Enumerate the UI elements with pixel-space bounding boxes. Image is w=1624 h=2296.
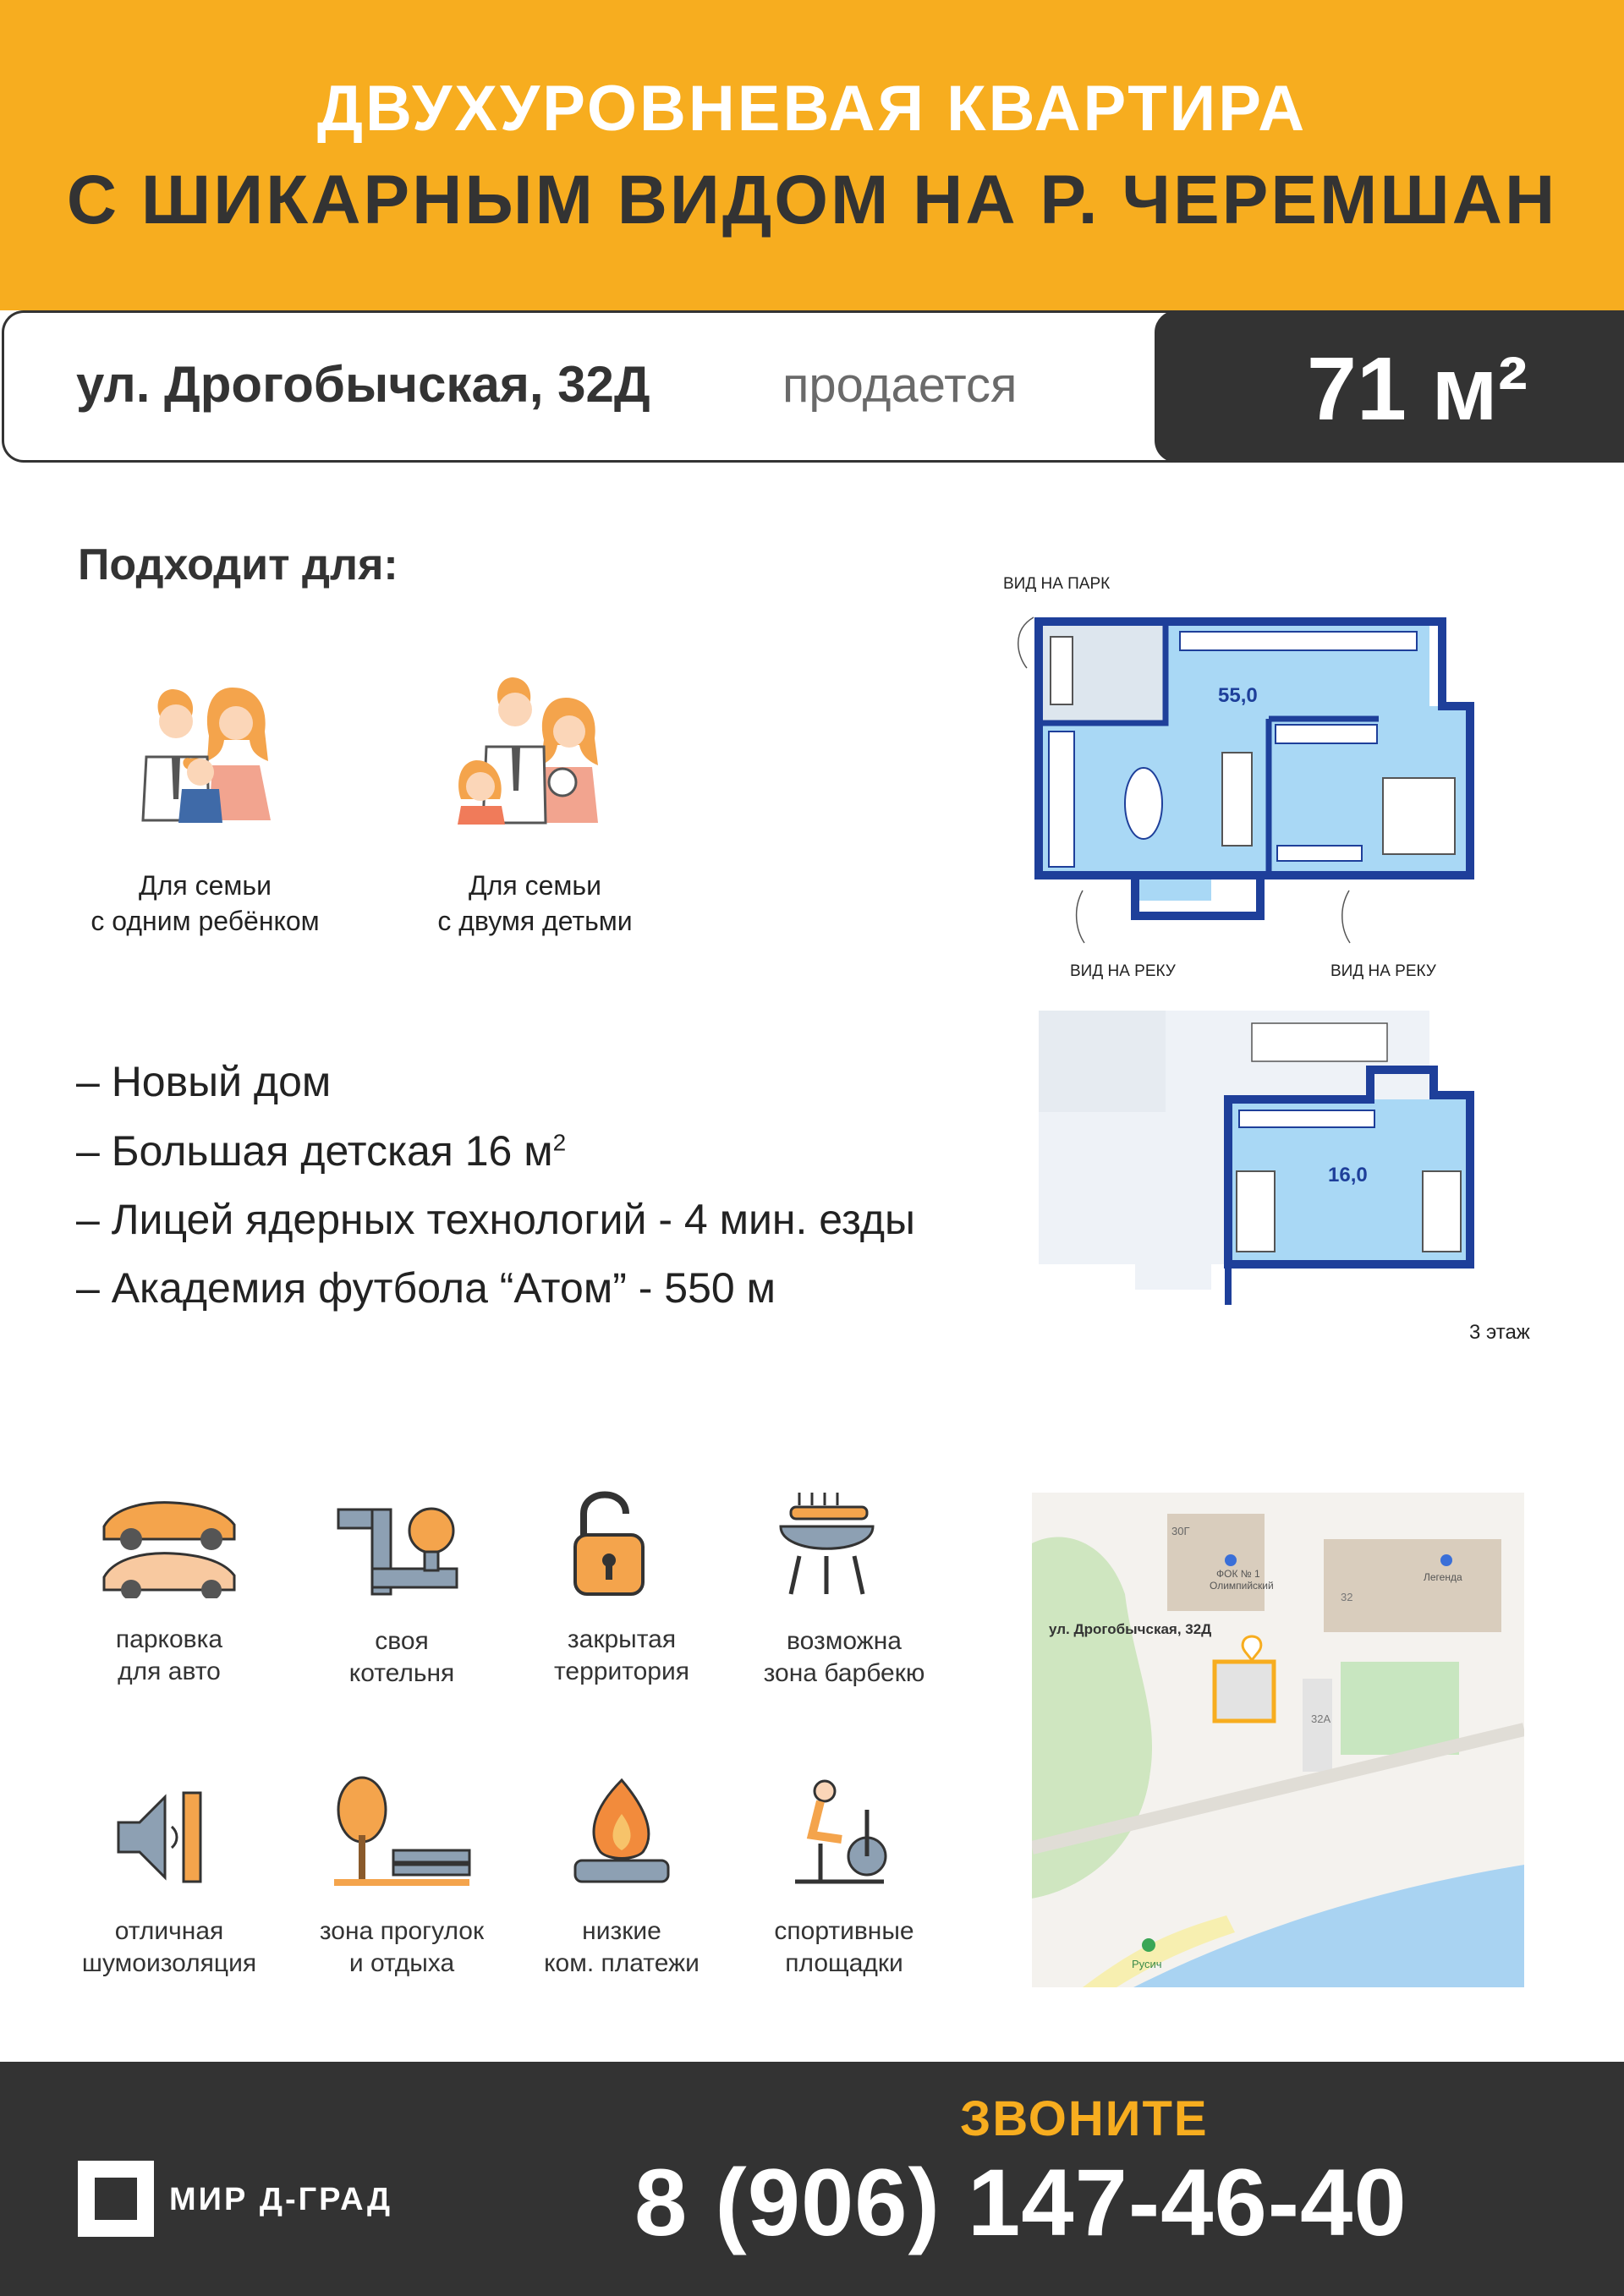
area-value: 71 м²	[1307, 339, 1528, 439]
amenity-caption-l2: ком. платежи	[544, 1949, 700, 1977]
family-two-caption	[389, 868, 681, 939]
amenity-caption	[292, 1625, 512, 1690]
map-label: 30Г	[1171, 1525, 1190, 1537]
family-one-child-icon	[131, 672, 283, 825]
padlock-icon	[567, 1488, 651, 1598]
feature-text: – Новый дом	[76, 1058, 332, 1105]
feature-sup: 2	[552, 1129, 567, 1156]
map-address-label: ул. Дрогобычская, 32Д	[1049, 1621, 1212, 1637]
family-one-caption-l1: Для семьи	[139, 870, 272, 901]
sale-status: продается	[782, 358, 1018, 413]
amenity-caption-l2: и отдыха	[348, 1949, 455, 1977]
feature-text: – Большая детская 16 м	[76, 1127, 553, 1175]
amenity-caption	[512, 1915, 732, 1980]
amenity-caption	[734, 1915, 954, 1980]
family-two-caption-l2: с двумя детьми	[437, 906, 633, 936]
feature-item	[76, 1195, 915, 1244]
feature-item	[76, 1126, 566, 1175]
amenity-caption-l1: отличная	[114, 1917, 224, 1945]
amenity-caption	[734, 1625, 954, 1690]
view-river-label-1: ВИД НА РЕКУ	[1070, 962, 1176, 980]
floor-plan-upper	[1007, 1002, 1497, 1315]
floor-label: 3 этаж	[1469, 1321, 1530, 1344]
feature-item	[76, 1263, 776, 1312]
amenity-caption-l1: парковка	[115, 1625, 223, 1653]
park-bench-icon	[330, 1776, 474, 1890]
family-one-caption	[59, 868, 351, 939]
speaker-icon	[114, 1789, 207, 1886]
amenity-caption-l2: зона барбекю	[763, 1659, 925, 1687]
amenity-caption-l1: спортивные	[774, 1917, 914, 1945]
amenity-caption-l1: закрытая	[567, 1625, 677, 1653]
map-label: ФОК № 1	[1216, 1568, 1260, 1580]
boiler-pipes-icon	[330, 1493, 474, 1603]
area-lower-label: 55,0	[1218, 684, 1258, 707]
brand-name: МИР Д-ГРАД	[169, 2182, 393, 2217]
amenity-caption-l1: возможна	[787, 1627, 902, 1655]
view-park-label: ВИД НА ПАРК	[1003, 575, 1111, 593]
header-banner	[0, 0, 1624, 310]
map-label: Олимпийский	[1210, 1580, 1274, 1592]
amenity-caption	[59, 1915, 279, 1980]
feature-text: – Академия футбола “Атом” - 550 м	[76, 1264, 776, 1312]
family-one-caption-l2: с одним ребёнком	[91, 906, 320, 936]
map-label: Русич	[1132, 1958, 1162, 1970]
cars-icon	[97, 1493, 241, 1598]
map-label: 32А	[1311, 1712, 1331, 1725]
grill-icon	[774, 1488, 880, 1598]
amenity-caption-l2: территория	[554, 1658, 689, 1685]
gas-flame-icon	[567, 1776, 677, 1890]
amenity-caption-l2: котельня	[348, 1659, 455, 1687]
amenity-caption	[512, 1624, 732, 1688]
amenity-caption-l1: своя	[375, 1627, 429, 1655]
family-two-caption-l1: Для семьи	[469, 870, 601, 901]
feature-item	[76, 1057, 331, 1106]
amenity-caption	[59, 1624, 279, 1688]
location-map	[1032, 1493, 1524, 1987]
amenity-caption-l2: площадки	[785, 1949, 903, 1977]
call-label: ЗВОНИТЕ	[960, 2091, 1209, 2146]
suitable-title: Подходит для:	[78, 540, 398, 589]
view-river-label-2: ВИД НА РЕКУ	[1330, 962, 1436, 980]
amenity-caption-l2: шумоизоляция	[81, 1949, 257, 1977]
amenity-caption	[292, 1915, 512, 1980]
headline-line2: С ШИКАРНЫМ ВИДОМ НА Р. ЧЕРЕМШАН	[66, 162, 1558, 238]
amenity-caption-l2: для авто	[118, 1658, 221, 1685]
map-label: Легенда	[1424, 1571, 1462, 1583]
floor-plan-lower	[1007, 596, 1497, 960]
map-label: 32	[1341, 1591, 1353, 1603]
phone-number[interactable]: 8 (906) 147-46-40	[634, 2150, 1407, 2255]
family-two-children-icon	[453, 672, 605, 825]
headline-line1: ДВУХУРОВНЕВАЯ КВАРТИРА	[316, 73, 1308, 145]
amenity-caption-l1: низкие	[582, 1917, 661, 1945]
exercise-bike-icon	[787, 1776, 892, 1890]
address: ул. Дрогобычская, 32Д	[76, 356, 650, 413]
feature-text: – Лицей ядерных технологий - 4 мин. езды	[76, 1196, 915, 1243]
area-upper-label: 16,0	[1328, 1164, 1368, 1186]
brand-logo-icon	[78, 2161, 154, 2237]
amenity-caption-l1: зона прогулок	[319, 1917, 485, 1945]
